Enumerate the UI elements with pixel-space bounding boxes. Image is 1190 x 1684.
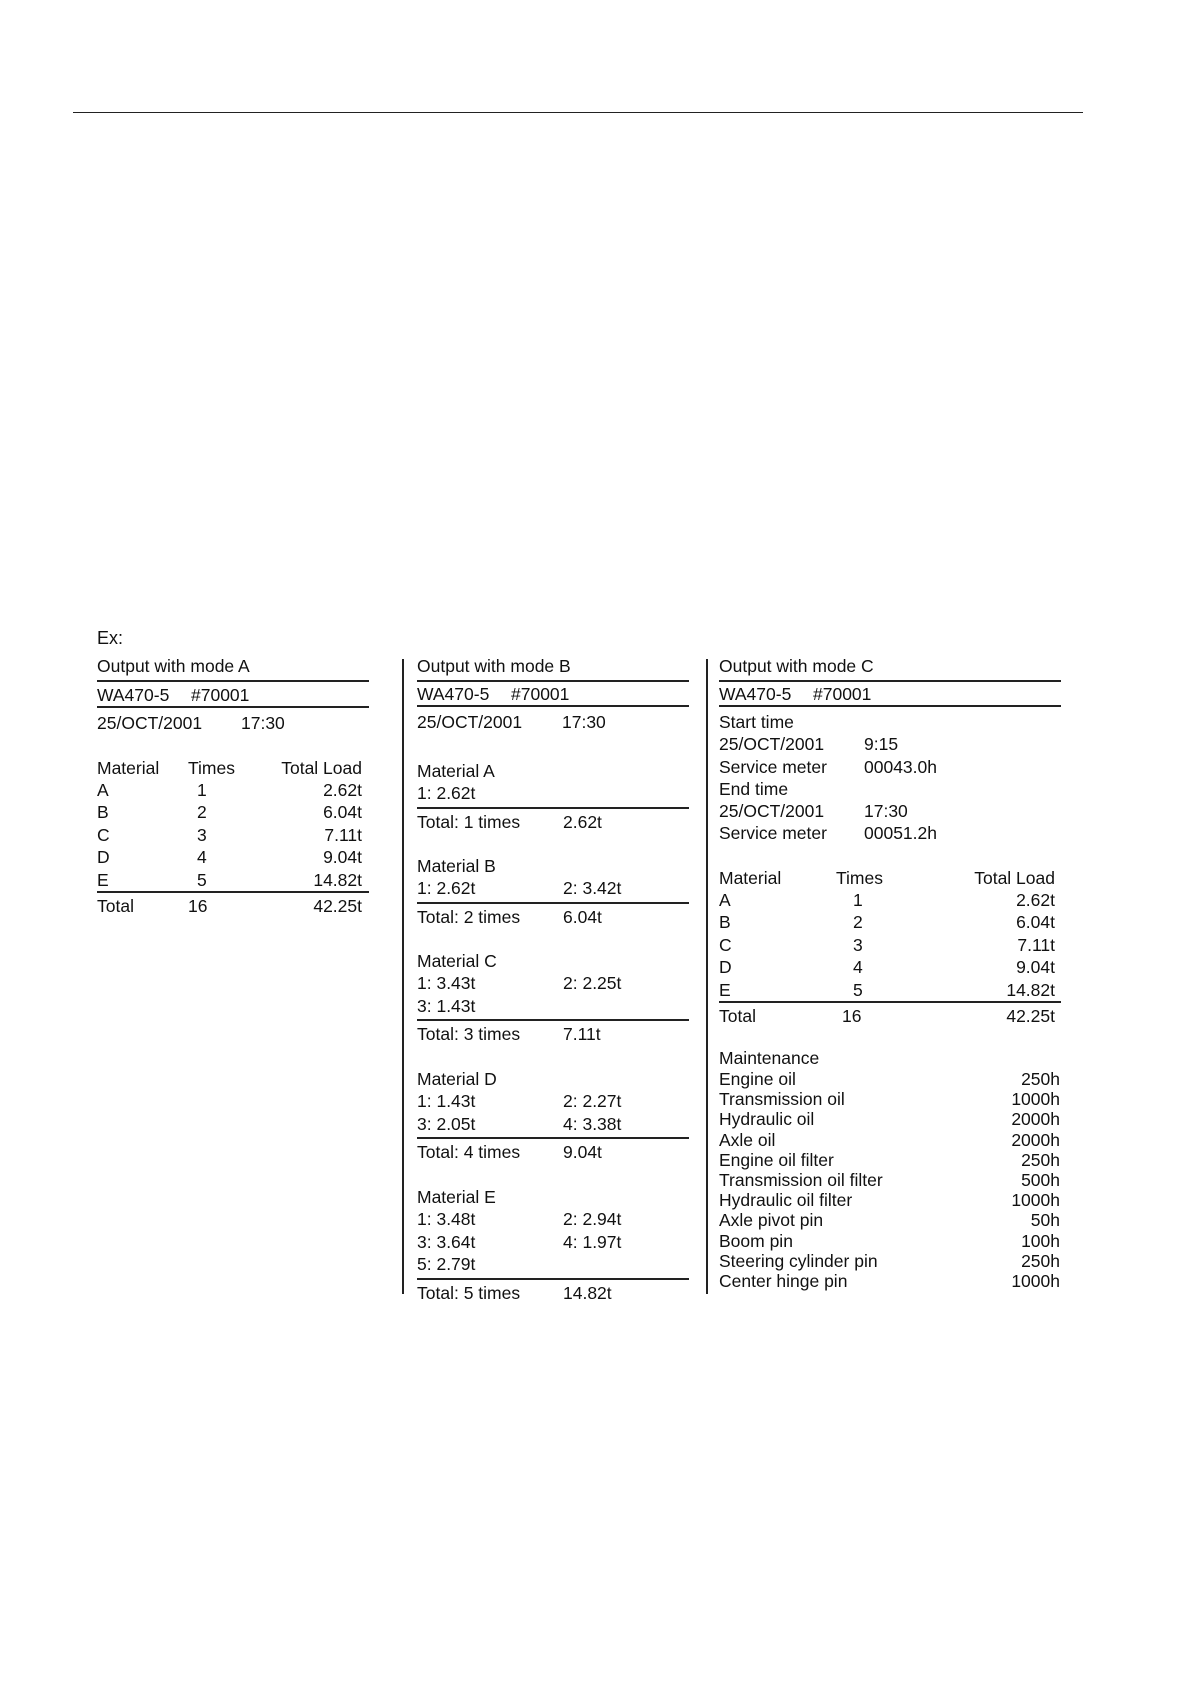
load-entry: 1: 2.62t xyxy=(417,878,476,898)
total-times: 16 xyxy=(188,896,208,916)
row-times: 2 xyxy=(197,802,207,823)
maintenance-item: Center hinge pin xyxy=(719,1271,848,1291)
load-entry: 3: 2.05t xyxy=(417,1113,476,1134)
print-date: 25/OCT/2001 xyxy=(417,712,523,732)
row-material: A xyxy=(97,780,109,800)
divider xyxy=(417,1019,689,1021)
mode-b-title: Output with mode B xyxy=(417,656,571,676)
machine-model: WA470-5 xyxy=(719,684,792,704)
page-top-rule xyxy=(73,112,1083,113)
row-load: 6.04t xyxy=(323,802,362,823)
load-entry: 2: 3.42t xyxy=(563,878,622,898)
maintenance-interval: 1000h xyxy=(1011,1190,1060,1211)
row-load: 7.11t xyxy=(324,824,362,845)
maintenance-item: Transmission oil filter xyxy=(719,1170,883,1190)
row-material: D xyxy=(97,847,110,868)
total-load: 42.25t xyxy=(313,896,362,916)
end-time-label: End time xyxy=(719,779,789,799)
material-group-name: Material C xyxy=(417,951,497,971)
divider xyxy=(417,1278,689,1280)
row-load: 7.11t xyxy=(1017,934,1055,955)
divider xyxy=(417,902,689,904)
serial-number: #70001 xyxy=(511,684,570,704)
divider xyxy=(97,706,369,708)
group-total-label: Total: 5 times xyxy=(417,1282,521,1303)
maintenance-interval: 250h xyxy=(1021,1250,1060,1271)
service-meter-label: Service meter xyxy=(719,823,827,843)
maintenance-interval: 500h xyxy=(1021,1170,1060,1190)
row-material: D xyxy=(719,957,732,978)
row-material: B xyxy=(97,802,109,823)
load-entry: 4: 3.38t xyxy=(563,1113,622,1134)
row-load: 2.62t xyxy=(323,780,362,800)
load-entry: 2: 2.25t xyxy=(563,973,622,993)
group-total-label: Total: 2 times xyxy=(417,906,521,927)
maintenance-item: Steering cylinder pin xyxy=(719,1250,878,1271)
row-times: 4 xyxy=(197,847,207,868)
material-group-name: Material E xyxy=(417,1187,496,1207)
group-total-value: 6.04t xyxy=(563,906,602,927)
row-material: B xyxy=(719,912,731,933)
maintenance-item: Engine oil xyxy=(719,1069,796,1089)
row-times: 1 xyxy=(853,890,863,910)
maintenance-interval: 250h xyxy=(1021,1149,1060,1170)
divider xyxy=(719,705,1061,707)
load-entry: 1: 1.43t xyxy=(417,1091,476,1111)
maintenance-interval: 250h xyxy=(1021,1069,1060,1089)
print-time: 17:30 xyxy=(241,713,285,733)
maintenance-label: Maintenance xyxy=(719,1048,820,1068)
mode-c-title: Output with mode C xyxy=(719,656,874,676)
load-entry: 2: 2.94t xyxy=(563,1209,622,1229)
row-times: 5 xyxy=(853,979,863,1000)
divider xyxy=(417,680,689,682)
maintenance-interval: 1000h xyxy=(1011,1271,1060,1291)
header-total-load: Total Load xyxy=(281,758,362,778)
divider xyxy=(97,891,369,893)
header-material: Material xyxy=(97,758,160,778)
group-total-value: 14.82t xyxy=(563,1282,612,1303)
group-total-value: 2.62t xyxy=(563,811,602,832)
group-total-label: Total: 1 times xyxy=(417,811,521,832)
group-total-label: Total: 3 times xyxy=(417,1024,521,1044)
row-load: 14.82t xyxy=(313,869,362,890)
divider xyxy=(719,1001,1061,1003)
machine-model: WA470-5 xyxy=(97,685,170,705)
end-date: 25/OCT/2001 xyxy=(719,801,825,821)
total-times: 16 xyxy=(842,1006,862,1026)
header-material: Material xyxy=(719,868,782,888)
maintenance-item: Hydraulic oil xyxy=(719,1109,815,1130)
row-times: 1 xyxy=(197,780,207,800)
group-total-value: 7.11t xyxy=(563,1024,601,1044)
maintenance-item: Axle pivot pin xyxy=(719,1210,824,1231)
service-meter-label: Service meter xyxy=(719,757,827,777)
maintenance-interval: 50h xyxy=(1030,1210,1060,1231)
load-entry: 5: 2.79t xyxy=(417,1254,476,1274)
end-service-meter: 00051.2h xyxy=(864,823,937,843)
row-material: A xyxy=(719,890,731,910)
maintenance-interval: 2000h xyxy=(1011,1109,1060,1130)
group-total-value: 9.04t xyxy=(563,1142,602,1162)
load-entry: 1: 2.62t xyxy=(417,783,476,803)
material-group-name: Material D xyxy=(417,1069,497,1089)
total-label: Total xyxy=(719,1006,756,1026)
row-material: C xyxy=(719,934,732,955)
load-entry: 2: 2.27t xyxy=(563,1091,622,1111)
maintenance-item: Transmission oil xyxy=(719,1089,845,1110)
column-separator xyxy=(706,659,708,1294)
example-label: Ex: xyxy=(97,628,124,648)
total-load: 42.25t xyxy=(1006,1006,1055,1026)
total-label: Total xyxy=(97,896,134,916)
maintenance-interval: 1000h xyxy=(1011,1089,1060,1110)
load-entry: 1: 3.48t xyxy=(417,1209,476,1229)
row-load: 2.62t xyxy=(1016,890,1055,910)
load-entry: 4: 1.97t xyxy=(563,1231,622,1252)
maintenance-item: Axle oil xyxy=(719,1129,776,1150)
print-time: 17:30 xyxy=(562,712,606,732)
row-times: 3 xyxy=(197,824,207,845)
start-service-meter: 00043.0h xyxy=(864,757,937,777)
divider xyxy=(97,680,369,682)
row-times: 3 xyxy=(853,934,863,955)
row-material: C xyxy=(97,824,110,845)
maintenance-interval: 100h xyxy=(1021,1230,1060,1251)
row-times: 4 xyxy=(853,957,863,978)
load-entry: 3: 3.64t xyxy=(417,1231,476,1252)
material-group-name: Material B xyxy=(417,856,496,876)
row-load: 9.04t xyxy=(1016,957,1055,978)
row-load: 6.04t xyxy=(1016,912,1055,933)
row-material: E xyxy=(97,869,109,890)
column-separator xyxy=(402,659,404,1294)
start-time: 9:15 xyxy=(864,734,899,754)
load-entry: 1: 3.43t xyxy=(417,973,476,993)
maintenance-item: Engine oil filter xyxy=(719,1149,834,1170)
start-time-label: Start time xyxy=(719,712,794,732)
header-total-load: Total Load xyxy=(974,868,1055,888)
divider xyxy=(417,807,689,809)
row-load: 14.82t xyxy=(1006,979,1055,1000)
header-times: Times xyxy=(188,758,235,778)
maintenance-interval: 2000h xyxy=(1011,1129,1060,1150)
header-times: Times xyxy=(836,868,883,888)
material-group-name: Material A xyxy=(417,761,495,781)
row-load: 9.04t xyxy=(323,847,362,868)
mode-a-title: Output with mode A xyxy=(97,656,250,676)
group-total-label: Total: 4 times xyxy=(417,1142,521,1162)
row-times: 5 xyxy=(197,869,207,890)
end-time: 17:30 xyxy=(864,801,908,821)
divider xyxy=(417,705,689,707)
divider xyxy=(719,680,1061,682)
row-times: 2 xyxy=(853,912,863,933)
machine-model: WA470-5 xyxy=(417,684,490,704)
serial-number: #70001 xyxy=(813,684,872,704)
divider xyxy=(417,1137,689,1139)
maintenance-item: Hydraulic oil filter xyxy=(719,1190,853,1211)
serial-number: #70001 xyxy=(191,685,250,705)
row-material: E xyxy=(719,979,731,1000)
start-date: 25/OCT/2001 xyxy=(719,734,825,754)
load-entry: 3: 1.43t xyxy=(417,995,476,1016)
print-date: 25/OCT/2001 xyxy=(97,713,203,733)
maintenance-item: Boom pin xyxy=(719,1230,793,1251)
